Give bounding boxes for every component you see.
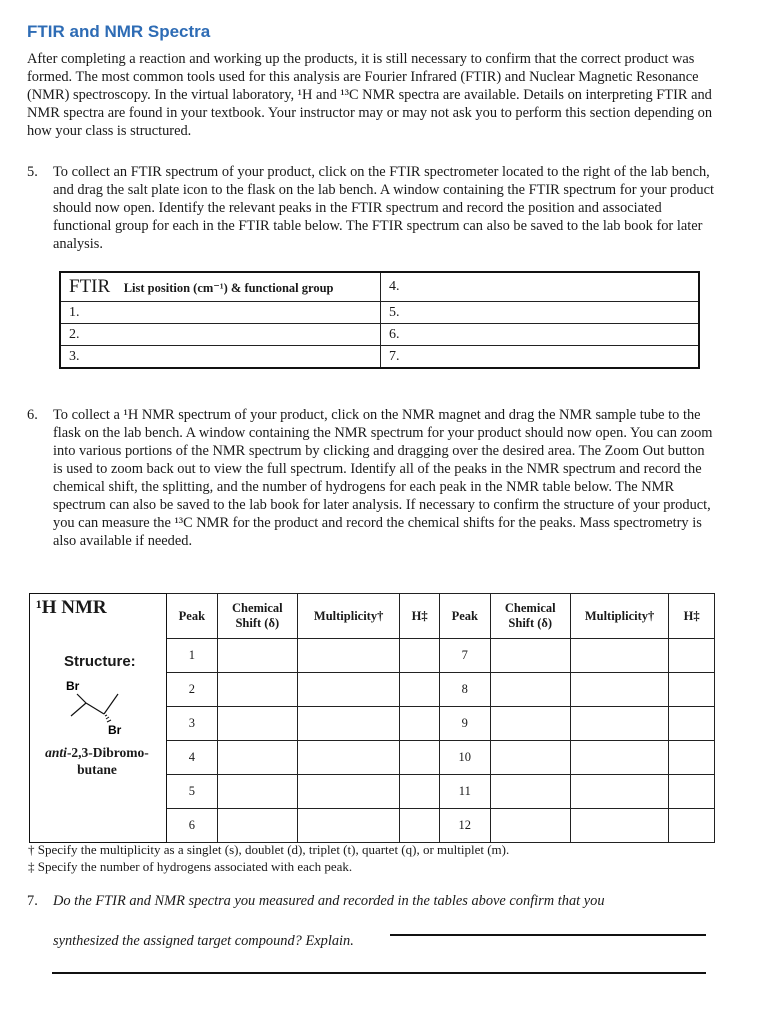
h-cell[interactable]: [400, 775, 440, 809]
atom-label-br: Br: [108, 723, 122, 736]
col-header-h: H‡: [400, 594, 440, 639]
footnote-multiplicity: † Specify the multiplicity as a singlet (s), doublet (d), triplet (t), quartet (q), or multiplet (m).: [28, 842, 510, 857]
h-cell[interactable]: [400, 639, 440, 673]
question-text: Do the FTIR and NMR spectra you measured and recorded in the tables above confirm that you: [53, 893, 605, 909]
multiplicity-cell[interactable]: [570, 809, 668, 843]
peak-number: 8: [439, 673, 490, 707]
col-header-peak: Peak: [439, 594, 490, 639]
bond: [77, 694, 86, 703]
ftir-sublabel: List position (cm⁻¹) & functional group: [123, 281, 334, 295]
col-header-shift: Chemical Shift (δ): [217, 594, 297, 639]
answer-line[interactable]: [390, 934, 706, 936]
question-6: [27, 406, 717, 550]
multiplicity-cell[interactable]: [297, 741, 399, 775]
shift-cell[interactable]: [217, 809, 297, 843]
molecule-structure: [66, 676, 136, 736]
multiplicity-cell[interactable]: [297, 775, 399, 809]
nmr-title: ¹H NMR: [36, 597, 107, 618]
shift-cell[interactable]: [217, 639, 297, 673]
h-cell[interactable]: [400, 707, 440, 741]
shift-cell[interactable]: [490, 809, 570, 843]
structure-label: Structure:: [64, 653, 136, 670]
bond: [86, 703, 104, 714]
ftir-entry-cell[interactable]: 5.: [381, 302, 700, 324]
col-header-multiplicity: Multiplicity†: [297, 594, 399, 639]
peak-number: 7: [439, 639, 490, 673]
col-header-peak: Peak: [167, 594, 218, 639]
question-7: [27, 893, 605, 949]
question-5: [27, 163, 717, 253]
ftir-entry-cell[interactable]: 7.: [381, 346, 700, 369]
h-cell[interactable]: [400, 809, 440, 843]
intro-paragraph: After completing a reaction and working up the products, it is still necessary to confirm that the correct product was formed. The most common tools used for this analysis are Fourier Infrared (FTIR) and Nuclear Magnetic Resonance (NMR) spectroscopy. In the virtual laboratory, ¹H and ¹³C NMR spectra are available. Details on interpreting FTIR and NMR spectra are found in your textbook. Your instructor may or may not ask you to perform this section depending on how your class is structured.: [27, 51, 713, 139]
h-cell[interactable]: [669, 809, 715, 843]
ftir-label: FTIR: [69, 276, 111, 297]
atom-label-br: Br: [66, 679, 80, 693]
peak-number: 5: [167, 775, 218, 809]
ftir-entry-cell[interactable]: 1.: [60, 302, 381, 324]
multiplicity-cell[interactable]: [570, 707, 668, 741]
footnotes: [28, 841, 509, 875]
shift-cell[interactable]: [490, 741, 570, 775]
question-number: 5.: [27, 164, 38, 180]
ftir-entry-cell[interactable]: 6.: [381, 324, 700, 346]
multiplicity-cell[interactable]: [570, 673, 668, 707]
multiplicity-cell[interactable]: [570, 639, 668, 673]
ftir-entry-cell[interactable]: 4.: [381, 272, 700, 302]
multiplicity-cell[interactable]: [297, 639, 399, 673]
shift-cell[interactable]: [217, 673, 297, 707]
page-title: FTIR and NMR Spectra: [27, 22, 211, 41]
multiplicity-cell[interactable]: [297, 809, 399, 843]
peak-number: 6: [167, 809, 218, 843]
ftir-table: [59, 271, 700, 369]
question-text: To collect an FTIR spectrum of your product, click on the FTIR spectrometer located to the right of the lab bench, and drag the salt plate icon to the flask on the lab bench. A window containing the FTIR spectrum for your product should now open. Identify the relevant peaks in the FTIR spectrum and record the position and associated functional group for each in the FTIR table below. The FTIR spectrum can also be saved to the lab book for later analysis.: [53, 164, 715, 252]
ftir-entry-cell[interactable]: 3.: [60, 346, 381, 369]
question-text: To collect a ¹H NMR spectrum of your product, click on the NMR magnet and drag the NMR sample tube to the flask on the lab bench. A window containing the NMR spectrum for your product should now open. You can zoom into various portions of the NMR spectrum by clicking and dragging over the desired area. The Zoom Out button is used to zoom back out to view the full spectrum. Identify all of the peaks in the NMR spectrum and record the chemical shift, the splitting, and the number of hydrogens for each peak in the NMR table below. The NMR spectrum can also be saved to the lab book for later analysis. If necessary to confirm the structure of your product, you can measure the ¹³C NMR for the product and record the chemical shifts for the peaks. Mass spectrometry is also available if needed.: [53, 407, 713, 549]
question-number: 7.: [27, 893, 38, 909]
question-text: synthesized the assigned target compound? Explain.: [53, 933, 354, 949]
nmr-structure-panel: [30, 594, 167, 843]
question-number: 6.: [27, 407, 38, 423]
hashed-wedge-bond: [105, 715, 111, 722]
shift-cell[interactable]: [217, 741, 297, 775]
h-cell[interactable]: [669, 775, 715, 809]
h-cell[interactable]: [400, 673, 440, 707]
h-cell[interactable]: [400, 741, 440, 775]
shift-cell[interactable]: [217, 707, 297, 741]
shift-cell[interactable]: [490, 775, 570, 809]
shift-cell[interactable]: [490, 673, 570, 707]
peak-number: 4: [167, 741, 218, 775]
col-header-shift: Chemical Shift (δ): [490, 594, 570, 639]
shift-cell[interactable]: [490, 639, 570, 673]
multiplicity-cell[interactable]: [297, 673, 399, 707]
peak-number: 11: [439, 775, 490, 809]
peak-number: 10: [439, 741, 490, 775]
h-cell[interactable]: [669, 639, 715, 673]
multiplicity-cell[interactable]: [570, 741, 668, 775]
answer-line[interactable]: [52, 972, 706, 974]
peak-number: 2: [167, 673, 218, 707]
h-cell[interactable]: [669, 707, 715, 741]
bond: [104, 694, 118, 714]
footnote-hydrogens: ‡ Specify the number of hydrogens associated with each peak.: [28, 859, 353, 874]
multiplicity-cell[interactable]: [297, 707, 399, 741]
h-cell[interactable]: [669, 741, 715, 775]
ftir-entry-cell[interactable]: 2.: [60, 324, 381, 346]
peak-number: 1: [167, 639, 218, 673]
ftir-header-cell: [60, 272, 381, 302]
peak-number: 12: [439, 809, 490, 843]
peak-number: 3: [167, 707, 218, 741]
bond: [71, 703, 86, 716]
peak-number: 9: [439, 707, 490, 741]
compound-name: anti-2,3-Dibromo- butane: [45, 745, 149, 777]
col-header-h: H‡: [669, 594, 715, 639]
multiplicity-cell[interactable]: [570, 775, 668, 809]
shift-cell[interactable]: [490, 707, 570, 741]
h-cell[interactable]: [669, 673, 715, 707]
shift-cell[interactable]: [217, 775, 297, 809]
col-header-multiplicity: Multiplicity†: [570, 594, 668, 639]
nmr-table: [29, 593, 715, 843]
